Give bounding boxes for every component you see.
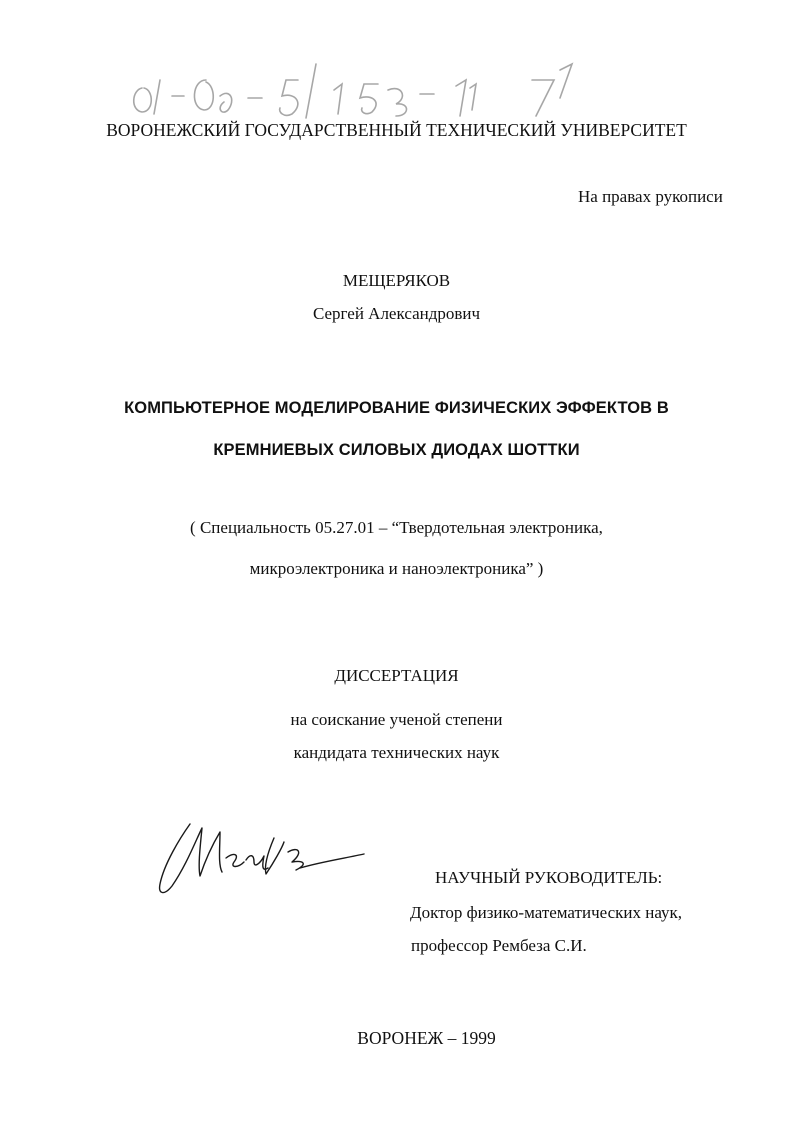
dissertation-title-line1: КОМПЬЮТЕРНОЕ МОДЕЛИРОВАНИЕ ФИЗИЧЕСКИХ ЭФФЕКТОВ В	[124, 399, 669, 417]
supervisor-name: профессор Рембеза С.И.	[411, 936, 587, 955]
place-year: ВОРОНЕЖ – 1999	[357, 1028, 496, 1048]
handwritten-stamp	[120, 50, 590, 120]
supervisor-heading: НАУЧНЫЙ РУКОВОДИТЕЛЬ:	[435, 868, 663, 887]
specialty-line1: ( Специальность 05.27.01 – “Твердотельная электроника,	[190, 518, 603, 537]
degree-line1: на соискание ученой степени	[290, 710, 503, 729]
university-name: ВОРОНЕЖСКИЙ ГОСУДАРСТВЕННЫЙ ТЕХНИЧЕСКИЙ УНИВЕРСИТЕТ	[106, 120, 687, 140]
document-type: ДИССЕРТАЦИЯ	[334, 666, 459, 685]
degree-line2: кандидата технических наук	[293, 743, 500, 762]
specialty-line2: микроэлектроника и наноэлектроника” )	[249, 559, 544, 578]
dissertation-title-line2: КРЕМНИЕВЫХ СИЛОВЫХ ДИОДАХ ШОТТКИ	[213, 441, 580, 459]
author-signature	[150, 818, 380, 898]
manuscript-note: На правах рукописи	[578, 187, 723, 206]
author-name: Сергей Александрович	[312, 304, 481, 323]
supervisor-degree: Доктор физико-математических наук,	[410, 903, 683, 922]
author-surname: МЕЩЕРЯКОВ	[342, 271, 451, 290]
